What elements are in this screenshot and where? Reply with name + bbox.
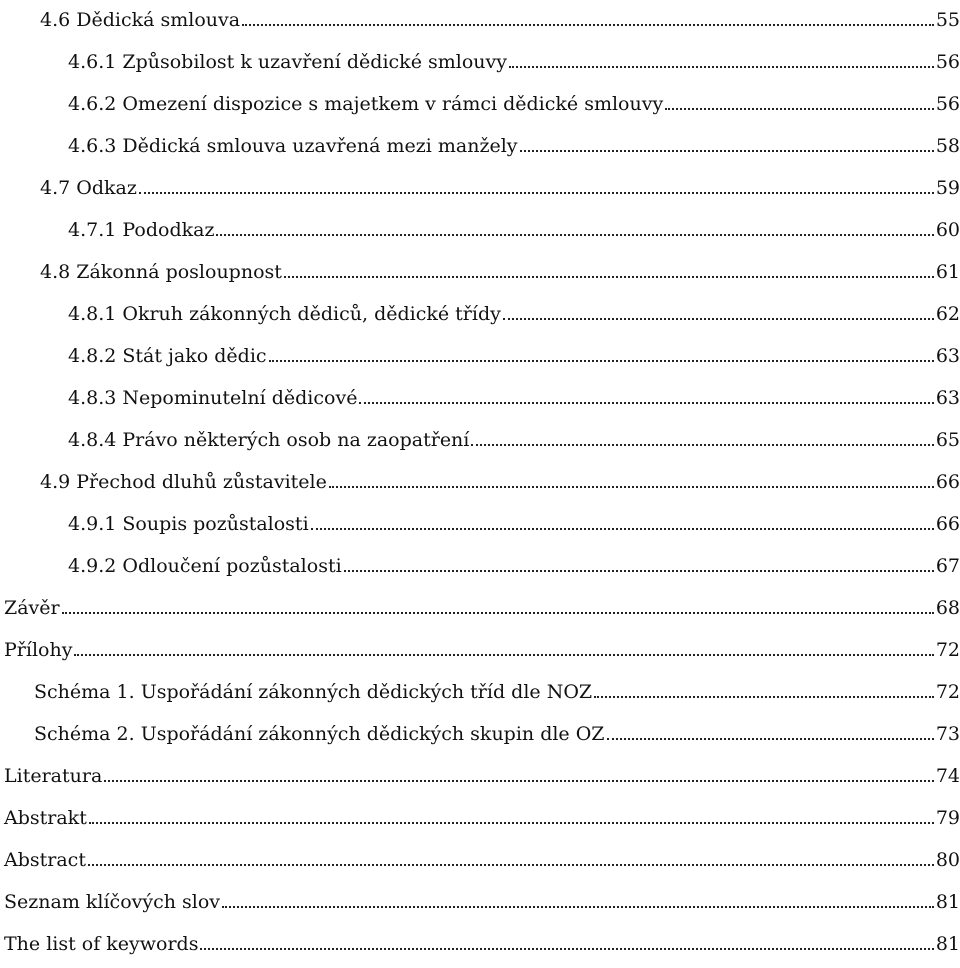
- toc-entry-page: 80: [935, 849, 960, 871]
- toc-entry[interactable]: [40, 462, 960, 494]
- toc-entry[interactable]: [4, 630, 960, 662]
- toc-dot-leader: [344, 570, 934, 572]
- toc-entry-title: Abstrakt: [4, 807, 87, 829]
- toc-entry[interactable]: [40, 168, 960, 200]
- toc-entry-page: 61: [935, 261, 960, 283]
- toc-dot-leader: [88, 864, 934, 866]
- toc-entry-page: 81: [935, 933, 960, 955]
- toc-entry[interactable]: [4, 882, 960, 914]
- toc-entry-page: 66: [935, 513, 960, 535]
- toc-dot-leader: [200, 948, 933, 950]
- toc-entry[interactable]: [68, 126, 960, 158]
- toc-entry-page: 59: [935, 177, 960, 199]
- toc-entry-title: 4.9.2 Odloučení pozůstalosti: [68, 555, 342, 577]
- toc-dot-leader: [607, 738, 934, 740]
- toc-entry[interactable]: [68, 42, 960, 74]
- toc-entry-title: Schéma 2. Uspořádání zákonných dědických skupin dle OZ: [34, 723, 605, 745]
- toc-entry[interactable]: [68, 336, 960, 368]
- toc-entry-page: 63: [935, 387, 960, 409]
- toc-dot-leader: [222, 906, 934, 908]
- toc-dot-leader: [62, 612, 934, 614]
- toc-entry[interactable]: [34, 714, 960, 746]
- toc-entry-title: 4.6.2 Omezení dispozice s majetkem v rámci dědické smlouvy: [68, 93, 664, 115]
- toc-entry[interactable]: [68, 378, 960, 410]
- toc-entry-title: 4.8.1 Okruh zákonných dědiců, dědické třídy: [68, 303, 501, 325]
- toc-entry-page: 67: [935, 555, 960, 577]
- toc-entry-title: 4.8 Zákonná posloupnost: [40, 261, 282, 283]
- toc-entry-page: 62: [935, 303, 960, 325]
- toc-entry-title: Schéma 1. Uspořádání zákonných dědických tříd dle NOZ: [34, 681, 593, 703]
- toc-entry-title: 4.8.3 Nepominutelní dědicové: [68, 387, 358, 409]
- toc-dot-leader: [311, 528, 934, 530]
- toc-entry[interactable]: [4, 924, 960, 956]
- toc-entry-page: 60: [935, 219, 960, 241]
- toc-entry[interactable]: [68, 546, 960, 578]
- toc-dot-leader: [284, 276, 934, 278]
- toc-entry-page: 65: [935, 429, 960, 451]
- toc-entry[interactable]: [4, 588, 960, 620]
- toc-entry-title: Seznam klíčových slov: [4, 891, 221, 913]
- toc-entry-page: 72: [935, 681, 960, 703]
- toc-entry-title: 4.9.1 Soupis pozůstalosti: [68, 513, 309, 535]
- toc-entry-title: Závěr: [4, 597, 60, 619]
- toc-entry-page: 79: [935, 807, 960, 829]
- toc-entry-page: 81: [935, 891, 960, 913]
- toc-entry-page: 73: [935, 723, 960, 745]
- toc-entry[interactable]: [4, 840, 960, 872]
- toc-entry-title: 4.8.2 Stát jako dědic: [68, 345, 267, 367]
- toc-entry-title: Literatura: [4, 765, 103, 787]
- toc-dot-leader: [665, 108, 934, 110]
- toc-entry-page: 55: [935, 9, 960, 31]
- toc-entry[interactable]: [4, 756, 960, 788]
- toc-entry[interactable]: [40, 0, 960, 32]
- toc-entry[interactable]: [4, 798, 960, 830]
- toc-entry[interactable]: [68, 210, 960, 242]
- toc-entry[interactable]: [68, 504, 960, 536]
- toc-entry-title: 4.6.3 Dědická smlouva uzavřená mezi manžely: [68, 135, 518, 157]
- toc-dot-leader: [509, 66, 934, 68]
- toc-entry-page: 63: [935, 345, 960, 367]
- toc-dot-leader: [329, 486, 934, 488]
- toc-entry[interactable]: [68, 84, 960, 116]
- toc-dot-leader: [503, 318, 934, 320]
- toc-entry-page: 66: [935, 471, 960, 493]
- toc-entry-title: 4.6 Dědická smlouva: [40, 9, 241, 31]
- toc-entry[interactable]: [34, 672, 960, 704]
- toc-entry-title: Přílohy: [4, 639, 73, 661]
- toc-entry-title: 4.6.1 Způsobilost k uzavření dědické smlouvy: [68, 51, 507, 73]
- toc-entry[interactable]: [40, 252, 960, 284]
- toc-entry-page: 56: [935, 93, 960, 115]
- toc-dot-leader: [104, 780, 934, 782]
- toc-entry-page: 68: [935, 597, 960, 619]
- toc-dot-leader: [242, 24, 934, 26]
- toc-entry-page: 56: [935, 51, 960, 73]
- toc-dot-leader: [594, 696, 934, 698]
- toc-entry-page: 72: [935, 639, 960, 661]
- toc-dot-leader: [359, 402, 933, 404]
- toc-dot-leader: [471, 444, 933, 446]
- toc-entry-title: 4.7.1 Pododkaz: [68, 219, 215, 241]
- toc-entry-page: 58: [935, 135, 960, 157]
- toc-entry-title: 4.7 Odkaz: [40, 177, 137, 199]
- toc-entry-page: 74: [935, 765, 960, 787]
- toc-entry-title: 4.8.4 Právo některých osob na zaopatření: [68, 429, 470, 451]
- toc-dot-leader: [74, 654, 933, 656]
- toc-dot-leader: [89, 822, 934, 824]
- toc-entry-title: Abstract: [4, 849, 86, 871]
- toc-entry-title: 4.9 Přechod dluhů zůstavitele: [40, 471, 327, 493]
- toc-dot-leader: [520, 150, 934, 152]
- toc-entry[interactable]: [68, 420, 960, 452]
- toc-entry[interactable]: [68, 294, 960, 326]
- toc-dot-leader: [139, 192, 934, 194]
- toc-entry-title: The list of keywords: [4, 933, 199, 955]
- toc-dot-leader: [269, 360, 934, 362]
- toc-dot-leader: [216, 234, 933, 236]
